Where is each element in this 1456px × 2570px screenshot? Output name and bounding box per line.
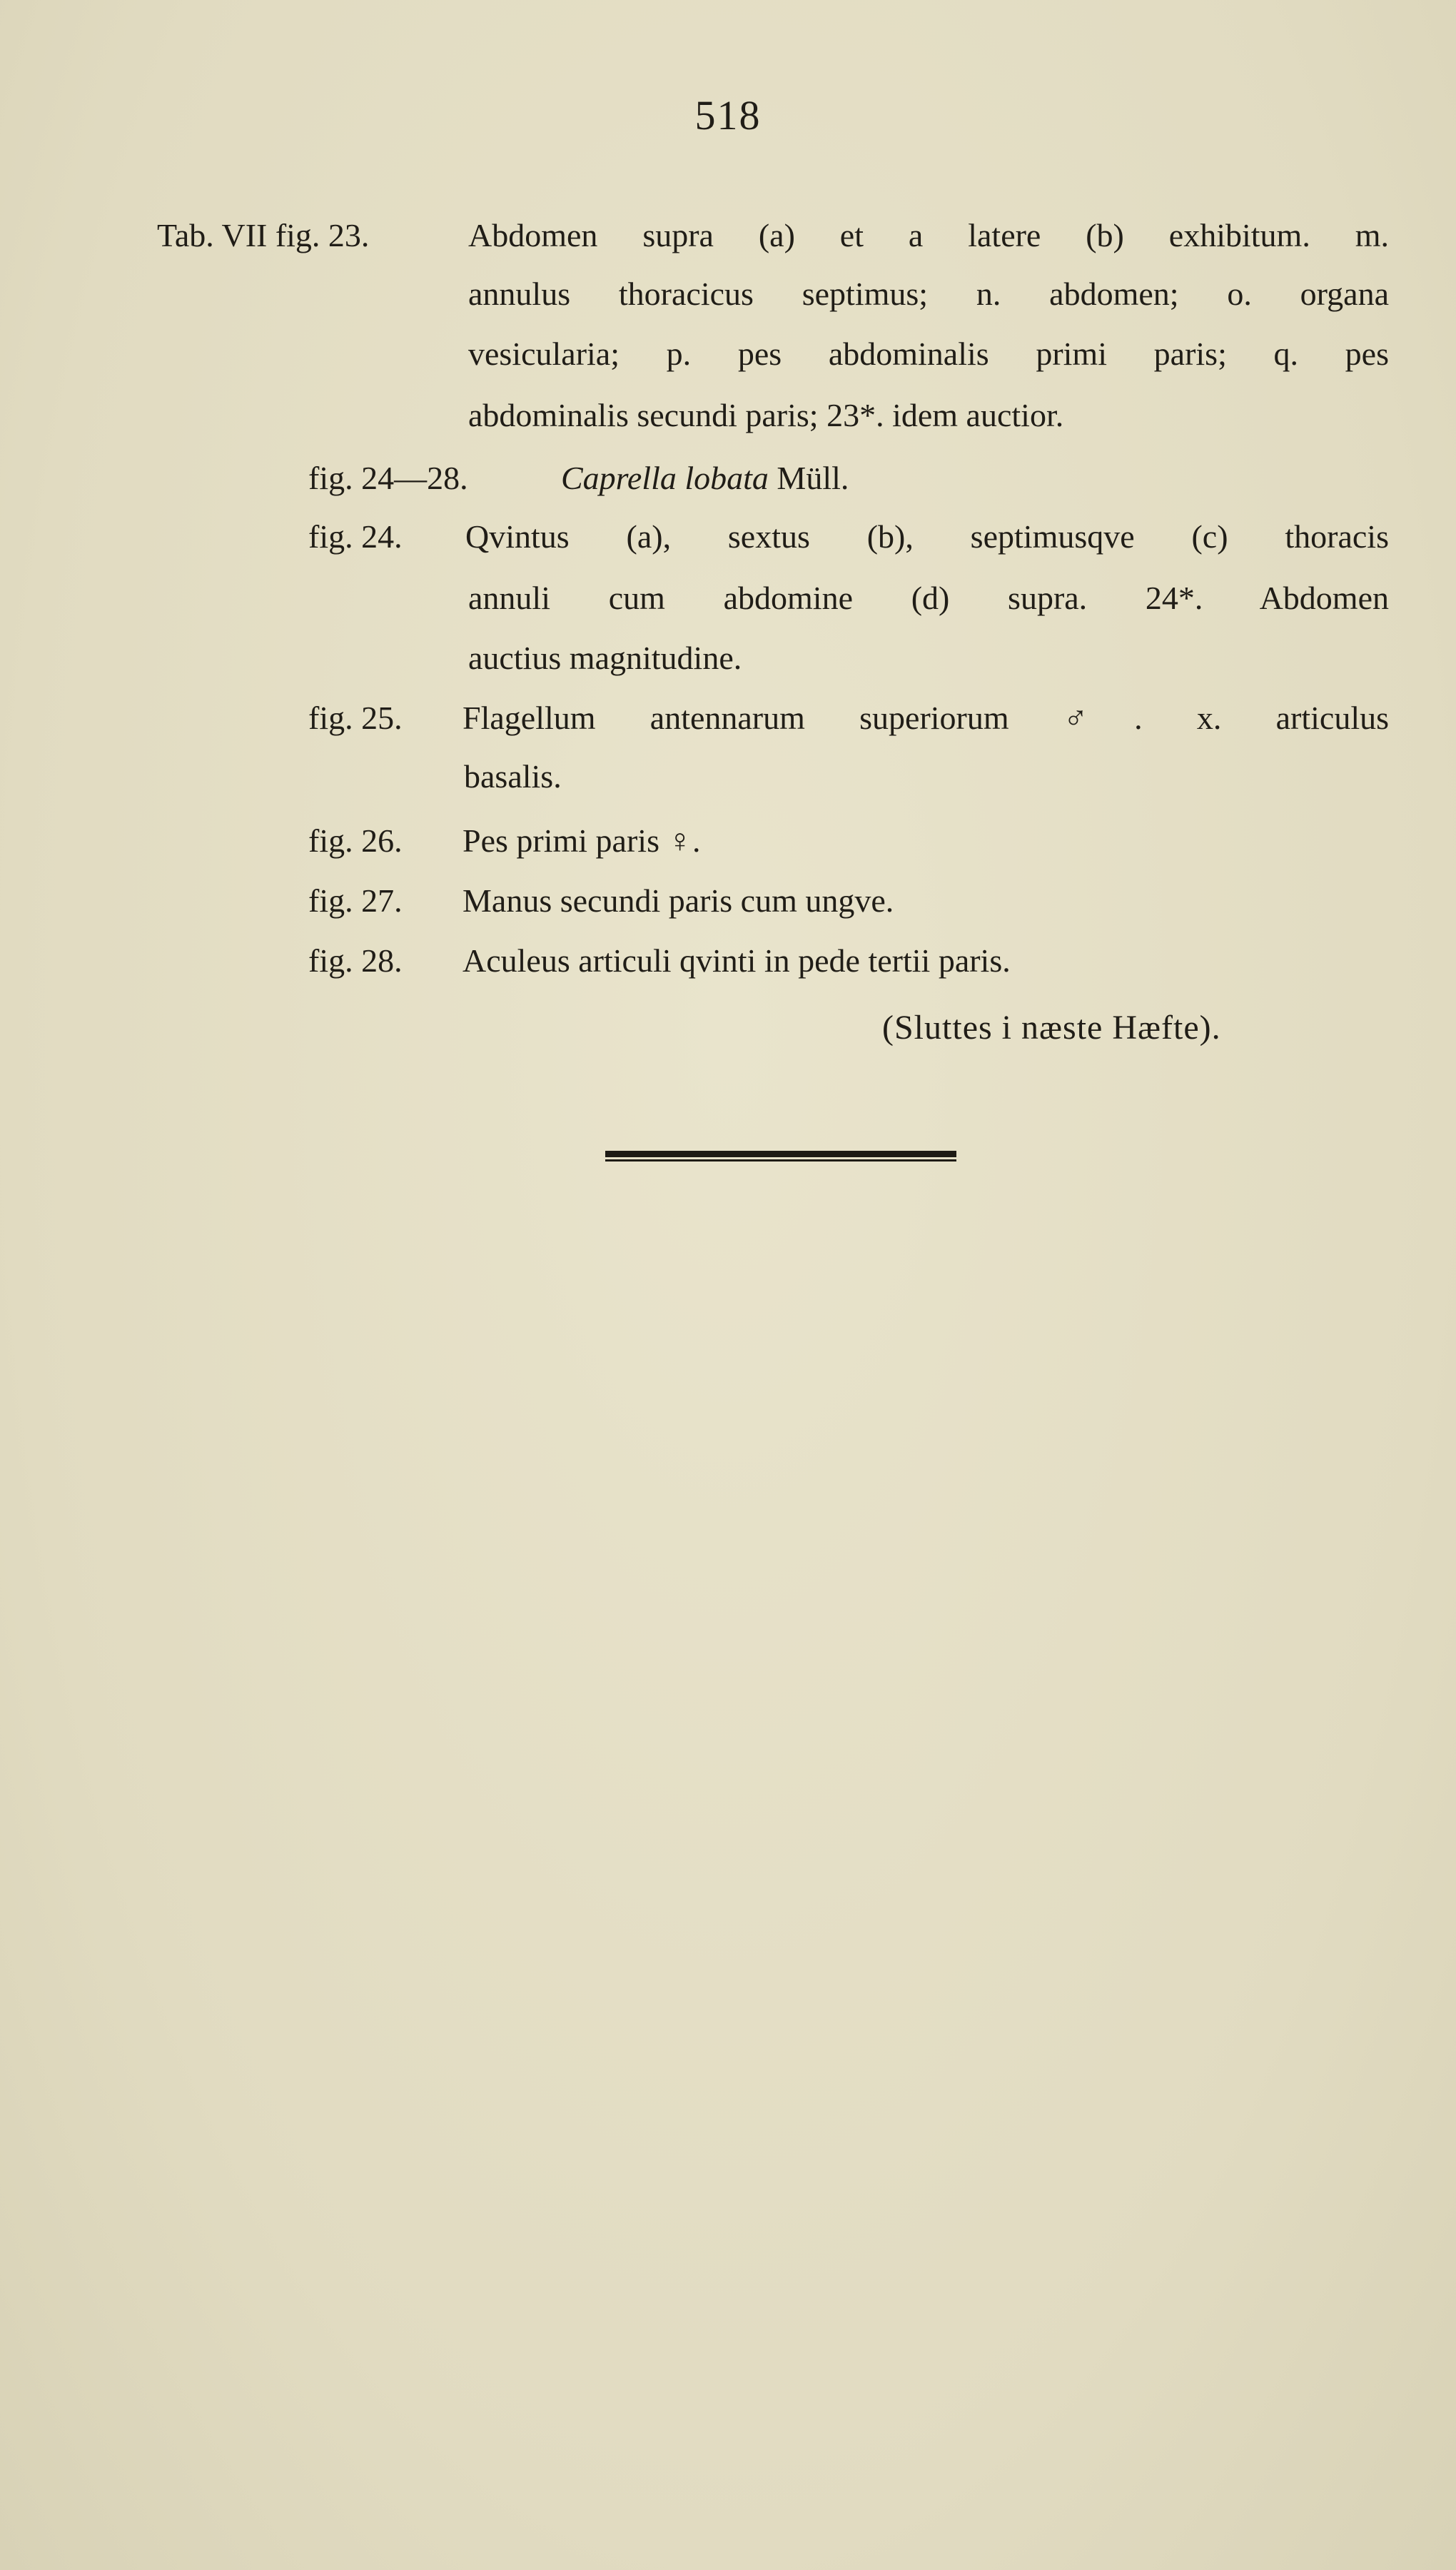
entry-label: fig. 26. <box>308 822 403 859</box>
entry-label: fig. 24. <box>308 518 403 555</box>
entry-line: Qvintus (a), sextus (b), septimusqve (c) thoracis <box>465 518 1389 555</box>
entry-line-text: abdominalis secundi paris; 23*. idem auctior. <box>468 397 1064 433</box>
entry-label: fig. 25. <box>308 700 403 736</box>
entry-line-text: annulus thoracicus septimus; n. abdomen; o. organa <box>468 276 1389 312</box>
species-italic: Caprella lobata <box>561 460 769 496</box>
species-author: Müll. <box>777 460 849 496</box>
rule-thick <box>605 1151 956 1157</box>
species-name <box>561 457 849 500</box>
entry-line: Flagellum antennarum superiorum ♂. x. articulus <box>462 700 1389 736</box>
section-rule <box>605 1151 956 1162</box>
entry-line: Abdomen supra (a) et a latere (b) exhibitum. m. <box>468 217 1389 253</box>
entry-label: Tab. VII fig. 23. <box>157 217 370 253</box>
rule-thin <box>605 1159 956 1161</box>
continuation-note: (Sluttes i næste Hæfte). <box>882 1009 1221 1047</box>
entry-line: Manus secundi paris cum ungve. <box>462 882 894 919</box>
entry-line-text: vesicularia; p. pes abdominalis primi paris; q. pes <box>468 336 1389 372</box>
entry-line: Aculeus articuli qvinti in pede tertii paris. <box>462 942 1011 979</box>
entry-label: fig. 24—28. <box>308 460 468 496</box>
page-number: 518 <box>694 92 762 138</box>
entry-line-text: auctius magnitudine. <box>468 640 742 676</box>
entry-line-text: annuli cum abdomine (d) supra. 24*. Abdomen <box>468 580 1389 616</box>
entry-label: fig. 28. <box>308 942 403 979</box>
entry-label: fig. 27. <box>308 882 403 919</box>
entry-line: Pes primi paris ♀. <box>462 822 701 859</box>
entry-line-text: basalis. <box>464 758 562 795</box>
